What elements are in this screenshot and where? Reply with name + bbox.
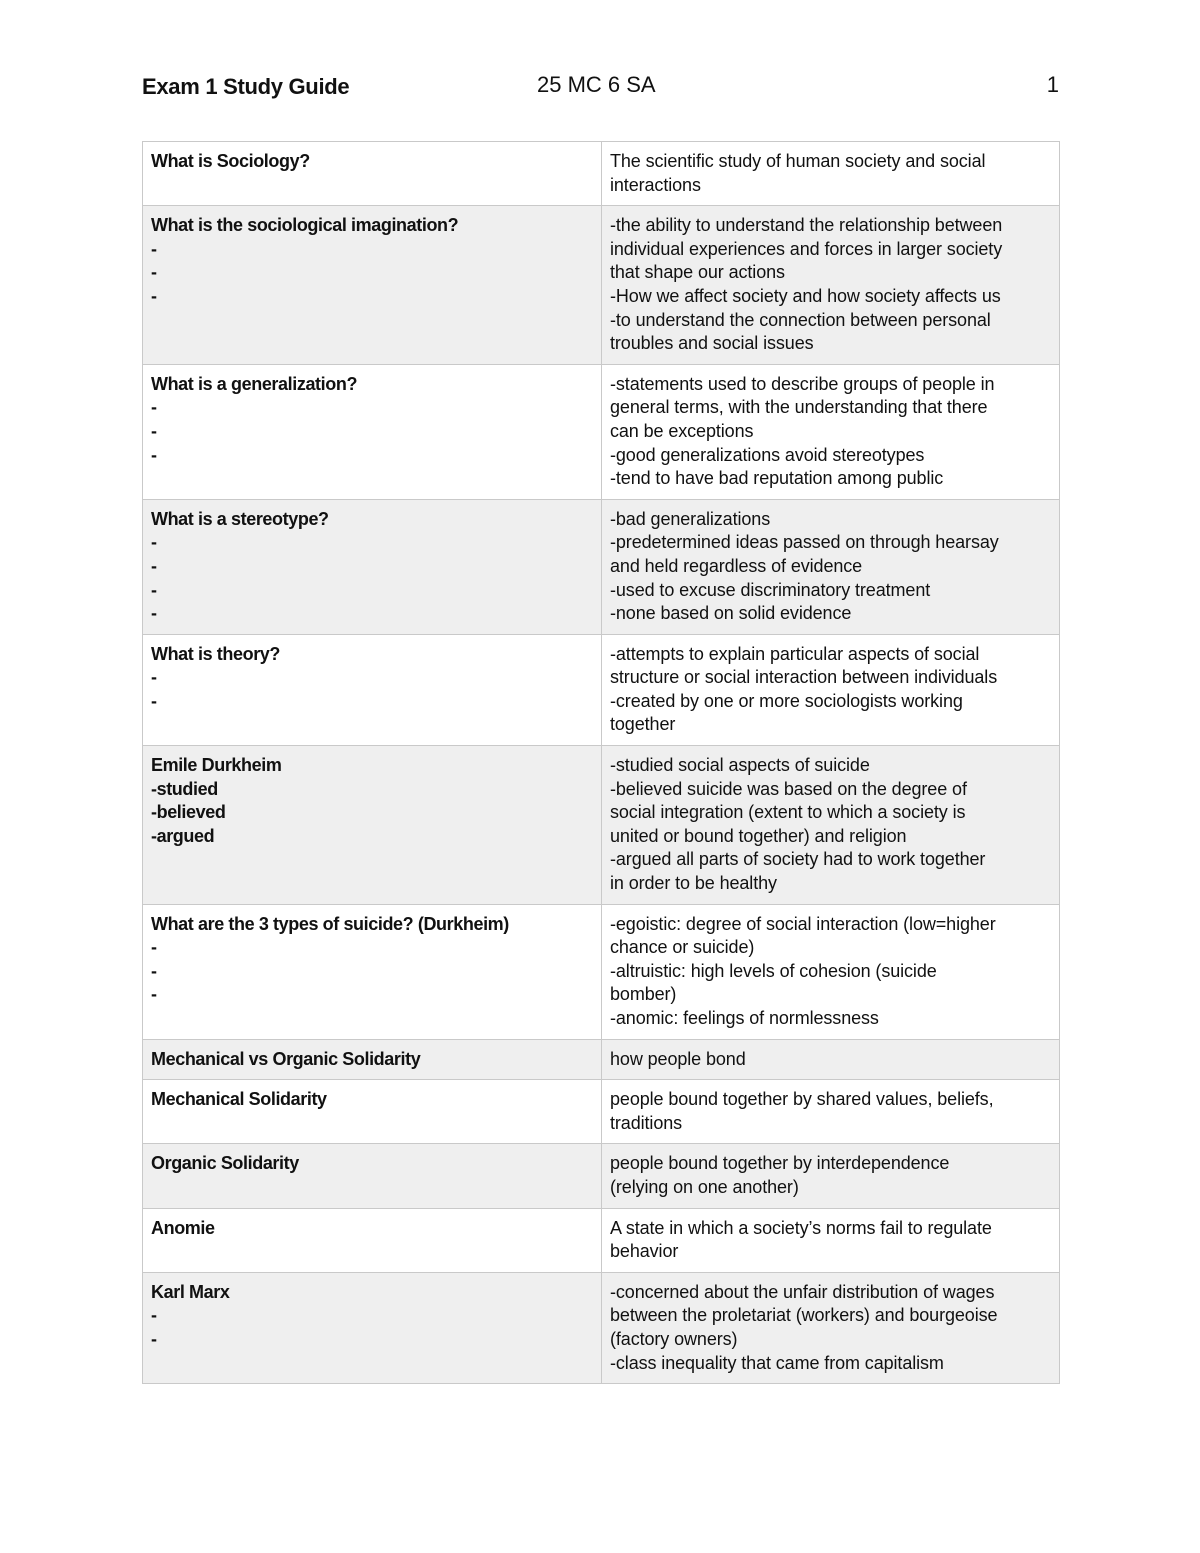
- answer-cell: [602, 1039, 1060, 1080]
- question-cell: [143, 206, 602, 365]
- answer-line: in order to be healthy: [610, 873, 777, 894]
- answer-line: -class inequality that came from capitalism: [610, 1352, 944, 1373]
- answer-line: -attempts to explain particular aspects of social: [610, 643, 980, 664]
- answer-cell: [602, 1208, 1060, 1272]
- table-row: [143, 206, 1060, 365]
- question-line: -: [151, 238, 157, 259]
- question-line: -: [151, 397, 157, 418]
- question-line: -argued: [151, 825, 215, 846]
- exam-format: 25 MC 6 SA: [537, 72, 656, 97]
- answer-line: -tend to have bad reputation among public: [610, 468, 944, 489]
- answer-cell: [602, 1272, 1060, 1383]
- answer-line: (factory owners): [610, 1328, 738, 1349]
- answer-line: behavior: [610, 1241, 679, 1262]
- answer-line: interactions: [610, 174, 701, 195]
- answer-line: -created by one or more sociologists working: [610, 690, 963, 711]
- question-line: What is Sociology?: [151, 151, 310, 171]
- answer-line: -bad generalizations: [610, 508, 771, 529]
- table-row: [143, 634, 1060, 745]
- answer-line: -none based on solid evidence: [610, 603, 852, 624]
- question-line: -: [151, 285, 157, 306]
- answer-cell: [602, 364, 1060, 499]
- answer-line: general terms, with the understanding that there: [610, 397, 988, 418]
- question-line: -: [151, 667, 157, 688]
- question-cell: [143, 364, 602, 499]
- answer-line: -How we affect society and how society affects us: [610, 285, 1001, 306]
- question-line: What is a stereotype?: [151, 508, 329, 529]
- question-line: Anomie: [151, 1217, 215, 1238]
- study-guide-body: [143, 142, 1060, 1384]
- answer-cell: [602, 634, 1060, 745]
- answer-line: -studied social aspects of suicide: [610, 755, 870, 776]
- answer-line: -statements used to describe groups of people in: [610, 373, 995, 394]
- question-line: Karl Marx: [151, 1281, 230, 1302]
- answer-line: -egoistic: degree of social interaction (low=higher: [610, 913, 996, 934]
- question-line: What is a generalization?: [151, 373, 358, 394]
- question-line: What is theory?: [151, 643, 281, 664]
- question-line: -: [151, 690, 157, 711]
- answer-line: -concerned about the unfair distribution of wages: [610, 1281, 995, 1302]
- answer-cell: [602, 206, 1060, 365]
- question-line: Mechanical Solidarity: [151, 1089, 327, 1110]
- answer-line: people bound together by interdependence: [610, 1153, 950, 1174]
- answer-line: A state in which a society’s norms fail to regulate: [610, 1217, 992, 1238]
- answer-line: troubles and social issues: [610, 333, 814, 354]
- answer-line: individual experiences and forces in larger society: [610, 238, 1003, 259]
- answer-line: people bound together by shared values, beliefs,: [610, 1089, 994, 1110]
- answer-line: -believed suicide was based on the degree of: [610, 778, 967, 799]
- question-cell: [143, 634, 602, 745]
- question-cell: [143, 746, 602, 905]
- page-header: [142, 68, 1059, 108]
- answer-line: -anomic: feelings of normlessness: [610, 1008, 879, 1028]
- question-line: -: [151, 444, 157, 465]
- question-line: Emile Durkheim: [151, 755, 282, 776]
- answer-line: structure or social interaction between individuals: [610, 667, 998, 688]
- question-cell: [143, 904, 602, 1039]
- question-line: -: [151, 1328, 157, 1349]
- answer-line: social integration (extent to which a society is: [610, 802, 966, 823]
- answer-line: together: [610, 714, 676, 735]
- document-title: Exam 1 Study Guide: [142, 74, 350, 99]
- question-line: -: [151, 420, 157, 441]
- question-cell: [143, 1039, 602, 1080]
- answer-line: -to understand the connection between personal: [610, 309, 991, 330]
- answer-cell: [602, 904, 1060, 1039]
- answer-line: -argued all parts of society had to work together: [610, 849, 986, 870]
- table-row: [143, 1144, 1060, 1208]
- answer-line: united or bound together) and religion: [610, 825, 907, 846]
- answer-line: and held regardless of evidence: [610, 555, 863, 576]
- question-line: -: [151, 984, 157, 1005]
- table-row: [143, 904, 1060, 1039]
- answer-line: traditions: [610, 1112, 683, 1133]
- answer-line: between the proletariat (workers) and bourgeoise: [610, 1305, 998, 1326]
- answer-cell: [602, 1144, 1060, 1208]
- question-cell: [143, 1080, 602, 1144]
- question-line: Mechanical vs Organic Solidarity: [151, 1048, 421, 1069]
- table-row: [143, 1272, 1060, 1383]
- question-line: -: [151, 532, 157, 553]
- answer-line: -predetermined ideas passed on through hearsay: [610, 532, 999, 553]
- answer-cell: [602, 499, 1060, 634]
- question-line: What are the 3 types of suicide? (Durkheim): [151, 913, 509, 934]
- question-cell: [143, 142, 602, 206]
- question-line: -: [151, 1305, 157, 1326]
- table-row: [143, 1208, 1060, 1272]
- table-row: [143, 1039, 1060, 1080]
- answer-line: that shape our actions: [610, 262, 785, 283]
- question-line: -: [151, 262, 157, 283]
- study-guide-table: [142, 141, 1060, 1384]
- question-line: -: [151, 960, 157, 981]
- question-cell: [143, 1144, 602, 1208]
- table-row: [143, 746, 1060, 905]
- table-row: [143, 142, 1060, 206]
- answer-line: can be exceptions: [610, 420, 754, 441]
- question-line: Organic Solidarity: [151, 1153, 299, 1174]
- question-line: -believed: [151, 802, 226, 823]
- answer-line: -altruistic: high levels of cohesion (suicide: [610, 960, 937, 981]
- question-line: -studied: [151, 778, 218, 799]
- question-line: -: [151, 603, 157, 624]
- answer-line: chance or suicide): [610, 937, 755, 958]
- answer-cell: [602, 142, 1060, 206]
- question-line: -: [151, 937, 157, 958]
- question-line: -: [151, 555, 157, 576]
- table-row: [143, 499, 1060, 634]
- answer-line: (relying on one another): [610, 1176, 799, 1197]
- answer-line: The scientific study of human society and social: [610, 151, 986, 171]
- answer-line: -used to excuse discriminatory treatment: [610, 579, 931, 600]
- question-cell: [143, 1272, 602, 1383]
- answer-line: -the ability to understand the relationship between: [610, 215, 1003, 236]
- table-row: [143, 364, 1060, 499]
- answer-cell: [602, 1080, 1060, 1144]
- answer-line: -good generalizations avoid stereotypes: [610, 444, 925, 465]
- table-row: [143, 1080, 1060, 1144]
- answer-line: how people bond: [610, 1048, 746, 1069]
- page-number: 1: [1046, 72, 1059, 97]
- question-cell: [143, 499, 602, 634]
- answer-cell: [602, 746, 1060, 905]
- question-cell: [143, 1208, 602, 1272]
- question-line: What is the sociological imagination?: [151, 215, 459, 236]
- question-line: -: [151, 579, 157, 600]
- answer-line: bomber): [610, 984, 677, 1005]
